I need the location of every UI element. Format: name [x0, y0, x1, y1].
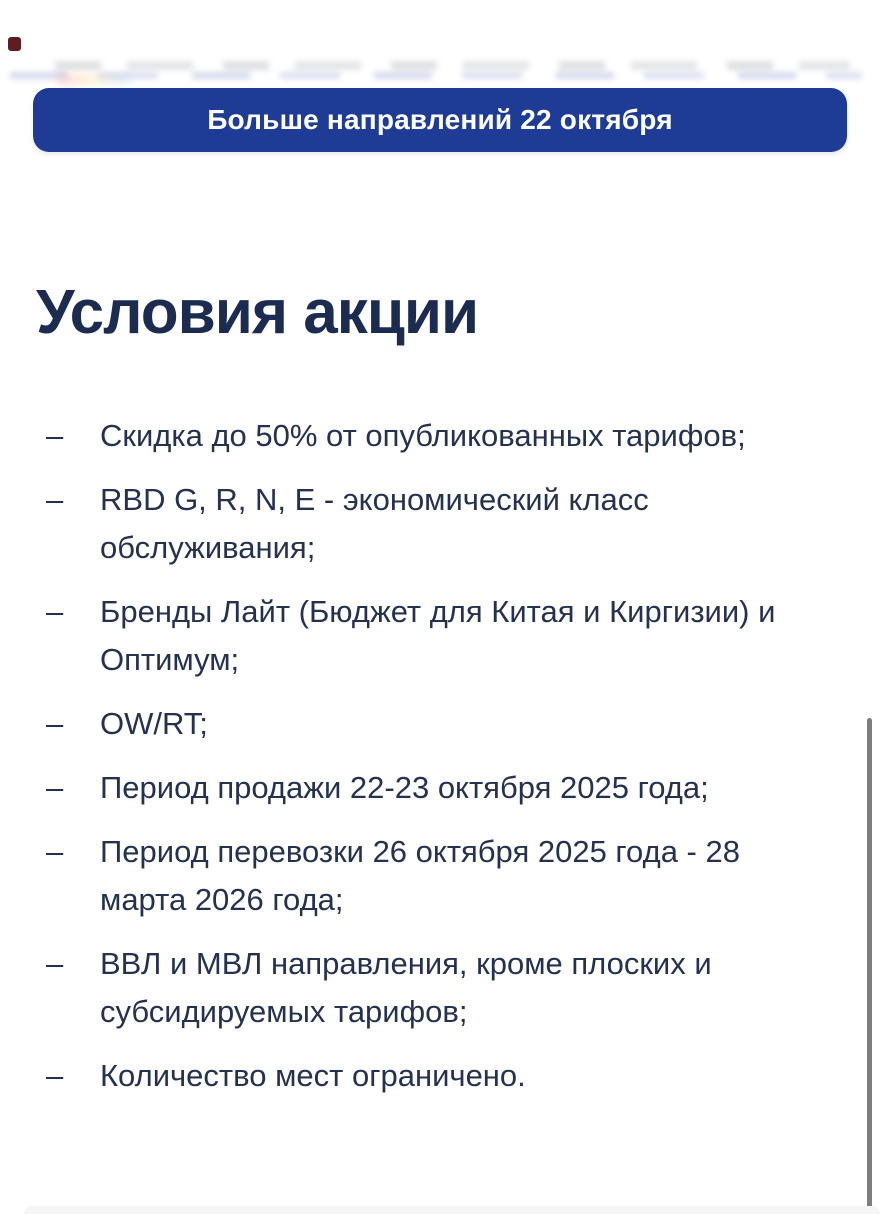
bullet-dash: – — [46, 594, 64, 629]
bullet-dash: – — [46, 834, 64, 869]
bullet-dash: – — [46, 946, 64, 981]
list-item-text: OW/RT; — [100, 706, 208, 741]
next-section-edge — [24, 1206, 880, 1214]
stitch-seam-artifact — [55, 61, 850, 70]
list-item-text: Период продажи 22-23 октября 2025 года; — [100, 770, 709, 805]
bullet-dash: – — [46, 1058, 64, 1093]
list-item — [46, 412, 826, 460]
bullet-dash: – — [46, 418, 64, 453]
scrollbar-thumb[interactable] — [867, 718, 872, 1214]
list-item-text: Период перевозки 26 октября 2025 года - 28 марта 2026 года; — [100, 834, 740, 917]
list-item-text: Количество мест ограничено. — [100, 1058, 526, 1093]
list-item — [46, 940, 826, 1036]
list-item — [46, 476, 826, 572]
red-marker-icon — [8, 37, 21, 51]
bullet-dash: – — [46, 482, 64, 517]
list-item-text: RBD G, R, N, E - экономический класс обслуживания; — [100, 482, 649, 565]
list-item-text: Бренды Лайт (Бюджет для Китая и Киргизии) и Оптимум; — [100, 594, 776, 677]
more-destinations-button[interactable]: Больше направлений 22 октября — [33, 88, 847, 152]
stitch-seam-artifact — [58, 74, 130, 85]
bullet-dash: – — [46, 706, 64, 741]
list-item-text: ВВЛ и МВЛ направления, кроме плоских и субсидируемых тарифов; — [100, 946, 712, 1029]
conditions-list — [46, 412, 826, 1116]
list-item — [46, 700, 826, 748]
list-item — [46, 1052, 826, 1100]
list-item — [46, 764, 826, 812]
page-title: Условия акции — [36, 278, 479, 347]
list-item — [46, 588, 826, 684]
stitch-seam-artifact — [10, 72, 862, 79]
list-item — [46, 828, 826, 924]
list-item-text: Скидка до 50% от опубликованных тарифов; — [100, 418, 746, 453]
bullet-dash: – — [46, 770, 64, 805]
